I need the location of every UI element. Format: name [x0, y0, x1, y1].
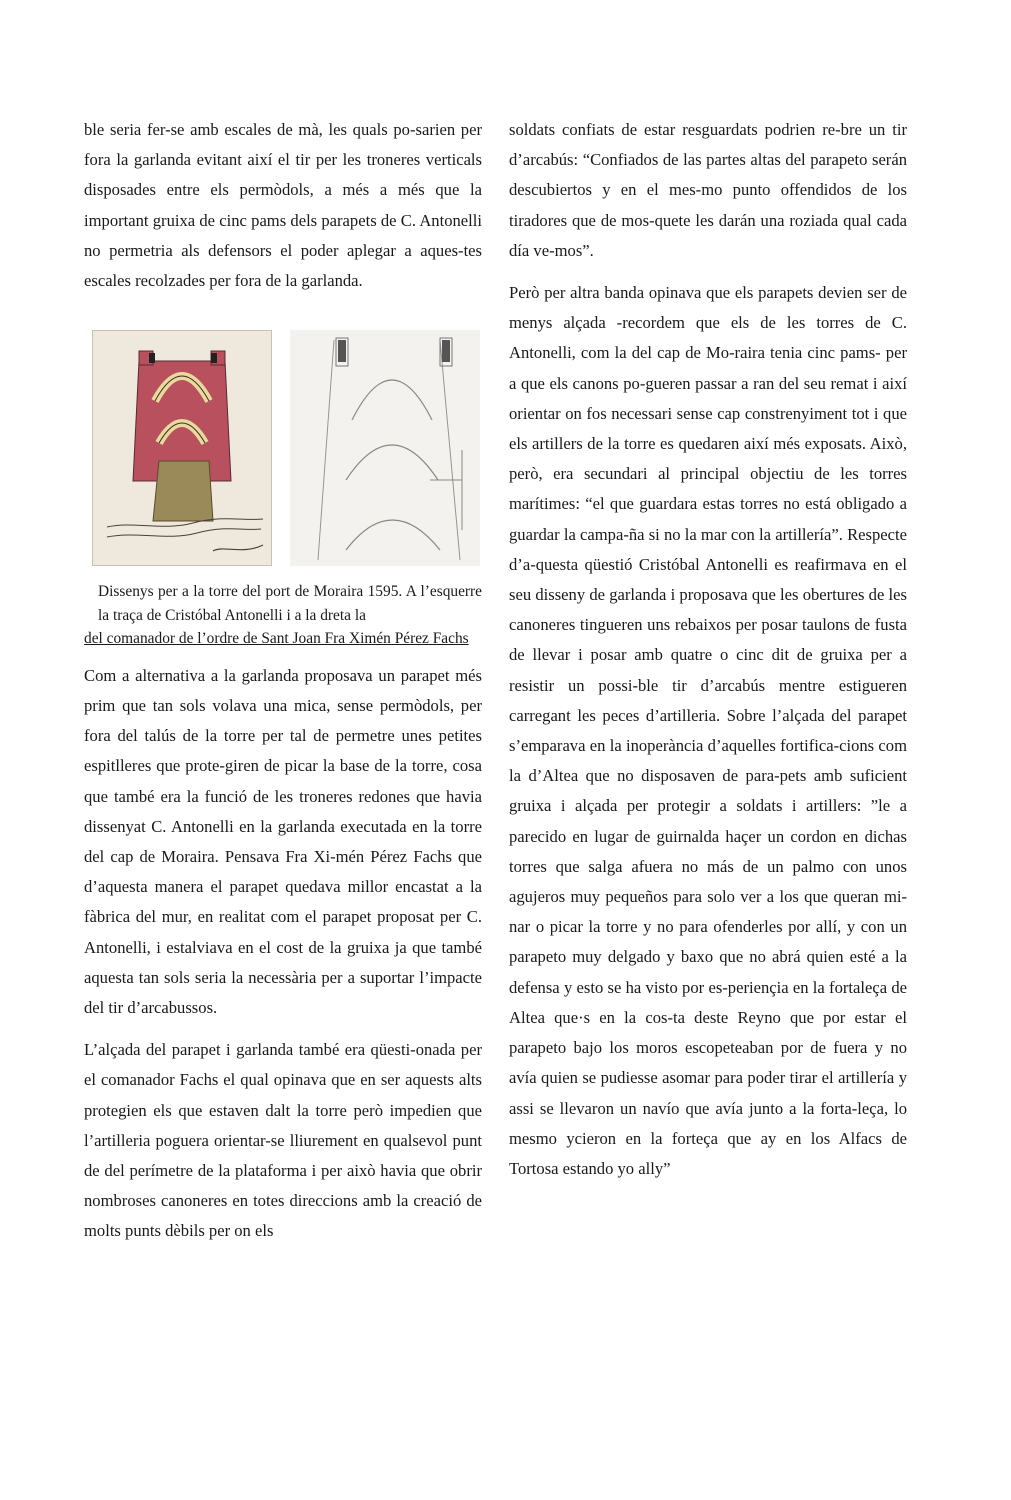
- left-paragraph-3: L’alçada del parapet i garlanda també era qüesti-onada per el comanador Fachs el qual opinava que en ser aquests alts protegien els que estaven dalt la torre però impedien que l’artilleria poguera orientar-se lliurement en qualsevol punt de del perímetre de la plataforma i per això havia que obrir nombroses canoneres en totes direccions amb la creació de molts punts dèbils per on els: [84, 1040, 482, 1241]
- left-paragraph-2: Com a alternativa a la garlanda proposava un parapet més prim que tan sols volava una mica, sense permòdols, per fora del talús de la torre per tal de permetre unes petites espitlleres que prote-giren de picar la base de la torre, cosa que també era la funció de les troneres redones que havia dissenyat C. Antonelli en la garlanda executada en la torre del cap de Moraira. Pensava Fra Xi-mén Pérez Fachs que d’aquesta manera el parapet quedava millor encastat a la fàbrica del mur, en realitat com el parapet proposat per C. Antonelli, i estalviava en el cost de la gruixa ja que també aquesta tan sols seria la necessària per a suportar l’impacte del tir d’arcabussos.: [84, 665, 482, 1017]
- left-paragraph-1: ble seria fer-se amb escales de mà, les quals po-sarien per fora la garlanda evitant així el tir per les troneres verticals disposades entre els permòdols, a més a més que la important gruixa de cinc pams dels parapets de C. Antonelli no permetria als defensors el poder aplegar a aques-tes escales recolzades per fora de la garlanda.: [84, 120, 482, 291]
- right-paragraph-2: Però per altra banda opinava que els parapets devien ser de menys alçada -recordem que els de les torres de C. Antonelli, com la del cap de Mo-raira tenia cinc pams- per a que els canons po-gueren passar a ran del seu remat i així orientar on fos necessari sense cap constrenyiment tot i que els artillers de la torre es quedaren així més exposats. Això, però, era secundari al principal objectiu de les torres marítimes: “el que guardara estas torres no está obligado a guardar la campa-ña si no la mar con la artillería”. Respecte d’a-questa qüestió Cristóbal Antonelli es reafirmava en el seu disseny de garlanda i proposava que les obertures de les canoneres tingueren uns rebaixos per posar taulons de fusta de llevar i posar amb quatre o cinc dit de gruixa per a resistir un possi-ble tir d’arcabús mentre estigueren carregant les peces d’artilleria. Sobre l’alçada del parapet s’emparava en la inoperància d’aquelles fortifica-cions com la d’Altea que no disposaven de para-pets amb suficient gruixa i alçada per protegir a soldats i artillers: ”le a parecido en lugar de guirnalda haçer un cordon en dichas torres que salga afuera no más de un palmo con unos agujeros muy pequeños para solo ver a los que queran mi-nar o picar la torre y no para ofenderles por allí, y con un parapeto muy delgado y baxo que no abrá quien esté a la defensa y esto se ha visto por es-periençia en la fortaleça de Altea que·s en la cos-ta deste Reyno que por estar el parapeto bajo los moros escopeteaban por de fuera y no avía quien se pudiesse asomar para poder tirar el artillería y assi se llevaron un navío que avía junto a la forta-leça, lo mesmo ycieron en la forteça que ay en los Alfacs de Tortosa estando yo ally”: [509, 283, 907, 1178]
- figure-caption: [84, 580, 482, 651]
- figure-tower-designs: [84, 330, 482, 568]
- fachs-drawing-image: [290, 330, 480, 566]
- antonelli-tower-svg: [93, 331, 271, 565]
- antonelli-drawing-image: [92, 330, 272, 566]
- caption-line-2: del comanador de l’ordre de Sant Joan Fra Ximén Pérez Fachs: [84, 630, 469, 648]
- left-column: [84, 115, 482, 1247]
- right-paragraph-1: soldats confiats de estar resguardats podrien re-bre un tir d’arcabús: “Confiados de las partes altas del parapeto serán descubiertos y en el mes-mo punto offendidos de los tiradores que de mos-quete les darán una roziada qual cada día ve-mos”.: [509, 120, 907, 260]
- fachs-tower-svg: [290, 330, 480, 566]
- caption-line-1: Dissenys per a la torre del port de Moraira 1595. A l’esquerre la traça de Cristóbal Antonelli i a la dreta la: [98, 583, 482, 624]
- right-column: [509, 115, 907, 1184]
